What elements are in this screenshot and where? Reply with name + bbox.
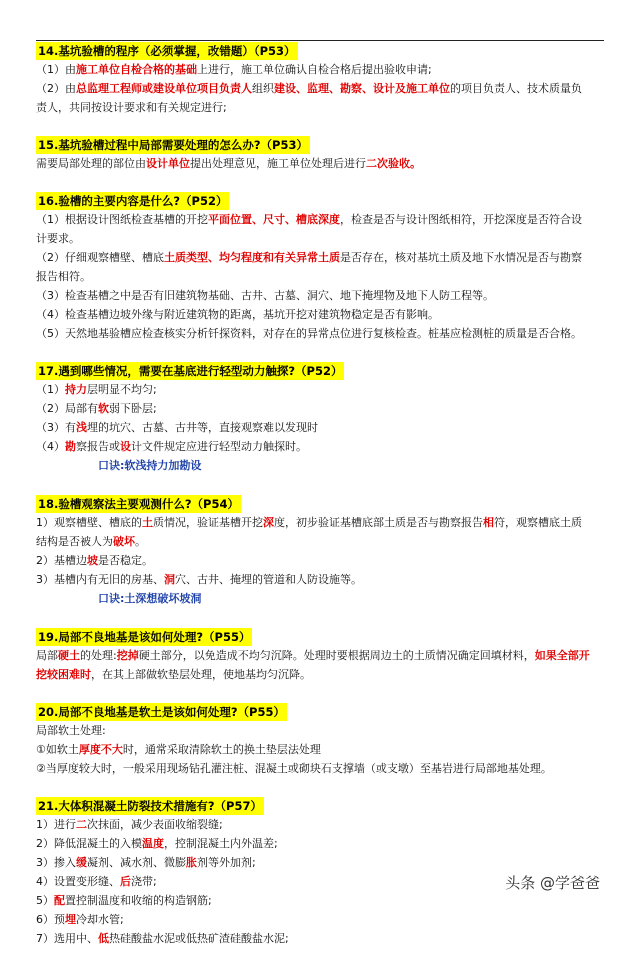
body-text: 凝剂、减水剂、微膨 — [87, 856, 186, 869]
highlight-text: 坡 — [87, 554, 98, 567]
body-text: 硬土部分，以免造成不均匀沉降。处理时要根据周边土的土质情况确定回填材料， — [138, 649, 535, 662]
highlight-text: 挖掉 — [116, 649, 139, 662]
text-line — [36, 513, 608, 532]
body-text: 冷却水管; — [76, 913, 124, 926]
body-text: ，在其上部做软垫层处理，使地基均匀沉降。 — [91, 668, 311, 681]
section-heading: 21.大体积混凝土防裂技术措施有?（P57） — [38, 799, 262, 813]
highlight-text: 破坏 — [113, 535, 135, 548]
body-text: （3）有 — [36, 421, 76, 434]
text-line — [36, 740, 608, 759]
highlight-text: 二次验收。 — [366, 157, 421, 170]
body-text: （2）仔细观察槽壁、槽底 — [36, 251, 164, 264]
highlight-text: 相 — [483, 516, 494, 529]
body-text: 2）基槽边 — [36, 554, 87, 567]
text-line — [36, 305, 608, 324]
body-text: 次抹面，减少表面收缩裂缝; — [87, 818, 223, 831]
highlight-text: 软 — [98, 402, 109, 415]
highlight-text: 建设、监理、勘察、设计及施工单位 — [274, 82, 450, 95]
section-heading: 14.基坑验槽的程序（必须掌握，改错题）（P53） — [38, 44, 296, 58]
body-text: 上进行，施工单位确认自检合格后提出验收申请; — [197, 63, 432, 76]
highlight-text: 勘 — [65, 440, 76, 453]
body-text: 热硅酸盐水泥或低热矿渣硅酸盐水泥; — [109, 932, 289, 945]
top-rule — [36, 40, 604, 41]
text-line — [36, 532, 608, 551]
body-text: （3）检查基槽之中是否有旧建筑物基础、古井、古墓、洞穴、地下掩埋物及地下人防工程等。 — [36, 289, 494, 302]
highlight-text: 浅 — [76, 421, 87, 434]
qa-section — [36, 42, 608, 117]
qa-section — [36, 192, 608, 343]
text-line — [36, 229, 608, 248]
text-line — [36, 834, 608, 853]
body-text: 局部软土处理: — [36, 724, 106, 737]
body-text: 4）设置变形缝、 — [36, 875, 120, 888]
qa-section — [36, 495, 608, 609]
body-text: 需要局部处理的部位由 — [36, 157, 146, 170]
document-body — [36, 42, 608, 967]
body-text: （1）根据设计图纸检查基槽的开挖 — [36, 213, 208, 226]
body-text: 浇带; — [131, 875, 157, 888]
body-text: 。 — [135, 535, 146, 548]
body-text: 层明显不均匀; — [87, 383, 157, 396]
highlight-text: 胀 — [186, 856, 197, 869]
body-text: ①如软土 — [36, 743, 79, 756]
body-text: 剂等外加剂; — [197, 856, 256, 869]
text-line — [36, 910, 608, 929]
body-text: 穴、古井、掩埋的管道和人防设施等。 — [175, 573, 362, 586]
body-text: 1）观察槽壁、槽底的 — [36, 516, 142, 529]
body-text: 埋的坑穴、古墓、古井等，直接观察难以发现时 — [87, 421, 318, 434]
body-text: 5） — [36, 894, 54, 907]
text-line — [36, 570, 608, 589]
text-line — [36, 721, 608, 740]
section-heading: 16.验槽的主要内容是什么?（P52） — [38, 194, 228, 208]
text-line — [36, 154, 608, 173]
highlight-text: 缓 — [76, 856, 87, 869]
text-line — [36, 60, 608, 79]
section-heading: 18.验槽观察法主要观测什么?（P54） — [38, 497, 239, 511]
highlight-text: 温度 — [142, 837, 164, 850]
highlight-text: 如果全部开 — [534, 649, 590, 662]
highlight-text: 后 — [120, 875, 131, 888]
body-text: 1）进行 — [36, 818, 76, 831]
highlight-text: 土质类型、均匀程度和有关异常土质 — [164, 251, 340, 264]
text-line — [36, 380, 608, 399]
body-text: 察报告或 — [76, 440, 120, 453]
text-line — [36, 646, 608, 665]
text-line — [36, 248, 608, 267]
highlight-text: 总监理工程师或建设单位项目负责人 — [76, 82, 252, 95]
body-text: （2）局部有 — [36, 402, 98, 415]
body-text: 质情况，验证基槽开挖 — [153, 516, 263, 529]
text-line — [36, 79, 608, 98]
body-text: （4）检查基槽边坡外缘与附近建筑物的距离，基坑开挖对建筑物稳定是否有影响。 — [36, 308, 439, 321]
highlight-text: 持力 — [65, 383, 87, 396]
body-text: ，控制混凝土内外温差; — [164, 837, 278, 850]
body-text: 置控制温度和收缩的构造钢筋; — [65, 894, 212, 907]
qa-section — [36, 628, 608, 684]
highlight-text: 设计单位 — [146, 157, 190, 170]
body-text: 是否存在，核对基坑土质及地下水情况是否与勘察 — [340, 251, 582, 264]
highlight-text: 深 — [263, 516, 274, 529]
body-text: ②当厚度较大时，一般采用现场钻孔灌注桩、混凝土或砌块石支撑墙（或支墩）至基岩进行局部地基处理。 — [36, 762, 552, 775]
highlight-text: 配 — [54, 894, 65, 907]
body-text: 计要求。 — [36, 232, 80, 245]
text-line — [36, 891, 608, 910]
section-heading: 19.局部不良地基是该如何处理?（P55） — [38, 630, 251, 644]
body-text: 的项目负责人、技术质量负 — [450, 82, 582, 95]
text-line — [36, 98, 608, 117]
section-heading: 20.局部不良地基是软土是该如何处理?（P55） — [38, 705, 285, 719]
highlight-text: 施工单位自检合格的基础 — [76, 63, 197, 76]
body-text: ，检查是否与设计图纸相符，开挖深度是否符合设 — [340, 213, 582, 226]
body-text: （4） — [36, 440, 65, 453]
body-text: 责人，共同按设计要求和有关规定进行; — [36, 101, 227, 114]
body-text: （2）由 — [36, 82, 76, 95]
text-line — [36, 210, 608, 229]
text-line — [36, 759, 608, 778]
body-text: 提出处理意见，施工单位处理后进行 — [190, 157, 366, 170]
body-text: 是否稳定。 — [98, 554, 153, 567]
highlight-text: 厚度不大 — [78, 743, 123, 756]
highlight-text: 土 — [142, 516, 153, 529]
body-text: 符，观察槽底土质 — [494, 516, 582, 529]
body-text: 弱下卧层; — [109, 402, 157, 415]
body-text: 7）选用中、 — [36, 932, 98, 945]
text-line — [36, 853, 608, 872]
text-line — [36, 815, 608, 834]
text-line — [36, 286, 608, 305]
body-text: 度，初步验证基槽底部土质是否与勘察报告 — [274, 516, 483, 529]
text-line — [36, 418, 608, 437]
text-line — [36, 665, 608, 684]
body-text: （1） — [36, 383, 65, 396]
body-text: 局部 — [36, 649, 58, 662]
highlight-text: 洞 — [164, 573, 175, 586]
highlight-text: 硬土 — [58, 649, 80, 662]
body-text: 6）预 — [36, 913, 65, 926]
highlight-text: 埋 — [65, 913, 76, 926]
highlight-text: 设 — [120, 440, 131, 453]
text-line — [36, 551, 608, 570]
body-text: （5）天然地基验槽应检查核实分析钎探资料，对存在的异常点位进行复核检查。桩基应检测桩的质量是否合格。 — [36, 327, 582, 340]
mnemonic: 口诀:土深想破坏坡洞 — [98, 592, 202, 605]
text-line — [36, 324, 608, 343]
qa-section — [36, 136, 608, 173]
body-text: （1）由 — [36, 63, 76, 76]
highlight-text: 挖较困难时 — [36, 668, 91, 681]
highlight-text: 平面位置、尺寸、槽底深度 — [208, 213, 340, 226]
text-line — [36, 929, 608, 948]
watermark: 头条 @学爸爸 — [505, 874, 600, 892]
text-line — [36, 399, 608, 418]
text-line — [36, 267, 608, 286]
text-line — [36, 437, 608, 456]
body-text: 3）掺入 — [36, 856, 76, 869]
body-text: 时，通常采取清除软土的换土垫层法处理 — [122, 743, 321, 756]
mnemonic: 口诀:软浅持力加勘设 — [98, 459, 202, 472]
section-heading: 17.遇到哪些情况，需要在基底进行轻型动力触探?（P52） — [38, 364, 343, 378]
body-text: 的处理: — [80, 649, 117, 662]
section-heading: 15.基坑验槽过程中局部需要处理的怎么办?（P53） — [38, 138, 308, 152]
body-text: 2）降低混凝土的入模 — [36, 837, 142, 850]
body-text: 计文件规定应进行轻型动力触探时。 — [131, 440, 307, 453]
body-text: 报告相符。 — [36, 270, 91, 283]
highlight-text: 二 — [76, 818, 87, 831]
body-text: 结构是否被人为 — [36, 535, 113, 548]
qa-section — [36, 362, 608, 476]
body-text: 组织 — [252, 82, 274, 95]
qa-section — [36, 703, 608, 778]
highlight-text: 低 — [98, 932, 109, 945]
body-text: 3）基槽内有无旧的房基、 — [36, 573, 164, 586]
